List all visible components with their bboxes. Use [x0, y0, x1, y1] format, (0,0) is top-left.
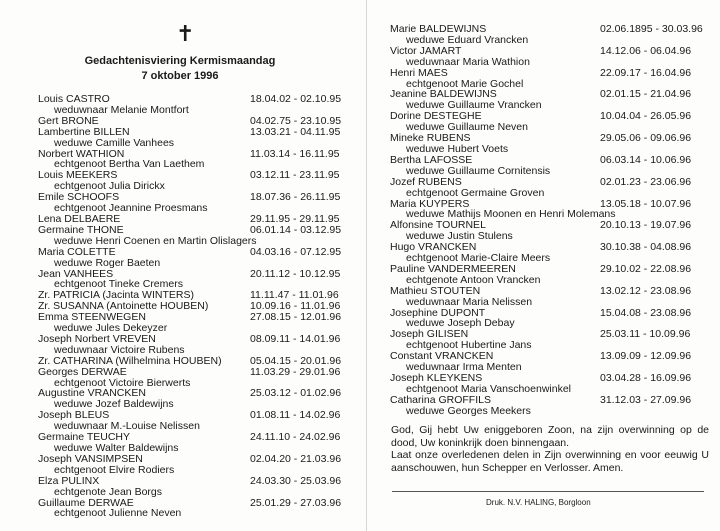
deceased-name: Constant VRANCKEN — [390, 350, 494, 363]
relation-line — [38, 508, 338, 519]
deceased-name: Zr. SUSANNA (Antoinette HOUBEN) — [38, 300, 209, 313]
relation-text: echtgenoot Hubertine Jans — [406, 339, 532, 352]
deceased-name: Joseph KLEYKENS — [390, 372, 483, 384]
deceased-name: Bertha LAFOSSE — [390, 153, 473, 166]
prayer-paragraph: God, Gij hebt Uw eniggeboren Zoon, na zijn overwinning op de dood, Uw koninkrijk doen binnengaan. — [391, 424, 709, 449]
prayer-paragraph: Laat onze overledenen delen in Zijn overwinning en voor eeuwig U aanschouwen, hun Schepper en Verlosser. Amen. — [391, 449, 709, 474]
deceased-name: Zr. CATHARINA (Wilhelmina HOUBEN) — [38, 354, 222, 367]
relation-text: weduwe Roger Baeten — [54, 256, 161, 269]
deceased-name: Mineke RUBENS — [390, 132, 471, 145]
life-dates: 01.08.11 - 14.02.96 — [250, 409, 341, 422]
life-dates: 27.08.15 - 12.01.96 — [250, 311, 342, 324]
deceased-name: Josephine DUPONT — [390, 306, 486, 319]
deceased-name: Lambertine BILLEN — [38, 125, 130, 138]
relation-line — [390, 57, 702, 68]
prayer-text — [391, 424, 709, 474]
life-dates: 25.03.12 - 01.02.96 — [250, 387, 342, 400]
relation-line — [38, 487, 338, 498]
life-dates: 04.03.16 - 07.12.95 — [250, 245, 342, 258]
deceased-list-right — [390, 24, 702, 417]
life-dates: 11.03.29 - 29.01.96 — [250, 365, 341, 378]
relation-text: weduwe Walter Baldewijns — [54, 442, 179, 454]
divider-line — [392, 491, 704, 492]
life-dates: 13.02.12 - 23.08.96 — [600, 284, 692, 297]
life-dates: 05.04.15 - 20.01.96 — [250, 354, 342, 367]
life-dates: 02.06.1895 - 30.03.96 — [600, 23, 703, 35]
life-dates: 13.09.09 - 12.09.96 — [600, 350, 692, 363]
relation-text: weduwe Justin Stulens — [406, 230, 513, 243]
card-date: 7 oktober 1996 — [141, 70, 219, 82]
relation-line — [390, 188, 702, 199]
cross-icon: ✝ — [176, 22, 195, 47]
life-dates: 06.03.14 - 10.06.96 — [600, 153, 692, 166]
deceased-name: Joseph BLEUS — [38, 409, 110, 422]
deceased-name: Dorine DESTEGHE — [390, 110, 482, 123]
deceased-name: Guillaume DERWAE — [38, 496, 134, 509]
deceased-name: Germaine THONE — [38, 223, 124, 236]
relation-text: echtgenoot Germaine Groven — [406, 186, 545, 199]
relation-text: echtgenoot Marie-Claire Meers — [406, 252, 551, 265]
life-dates: 20.10.13 - 19.07.96 — [600, 219, 692, 232]
life-dates: 25.01.29 - 27.03.96 — [250, 496, 342, 509]
life-dates: 18.04.02 - 02.10.95 — [250, 93, 342, 105]
relation-text: weduwe Jules Dekeyzer — [54, 322, 168, 335]
relation-text: echtgenoot Marie Gochel — [406, 77, 524, 90]
life-dates: 03.04.28 - 16.09.96 — [600, 372, 692, 384]
life-dates: 03.12.11 - 23.11.95 — [250, 169, 340, 182]
deceased-entry — [390, 68, 702, 79]
deceased-name: Jeanine BALDEWIJNS — [390, 88, 497, 101]
life-dates: 31.12.03 - 27.09.96 — [600, 393, 692, 406]
deceased-name: Marie BALDEWIJNS — [390, 23, 487, 35]
relation-text: echtgenoot Maria Vanschoenwinkel — [406, 382, 571, 395]
deceased-name: Alfonsine TOURNEL — [390, 219, 486, 232]
deceased-name: Victor JAMART — [390, 44, 462, 57]
deceased-name: Joseph VANSIMPSEN — [38, 452, 143, 465]
relation-text: echtgenote Jean Borgs — [54, 485, 162, 498]
page-fold-divider — [366, 0, 367, 531]
deceased-name: Pauline VANDERMEEREN — [390, 262, 516, 275]
deceased-name: Louis MEEKERS — [38, 169, 118, 182]
deceased-name: Germaine TEUCHY — [38, 431, 130, 444]
relation-text: weduwe Guillaume Cornitensis — [406, 164, 551, 177]
life-dates: 29.10.02 - 22.08.96 — [600, 262, 692, 275]
life-dates: 13.03.21 - 04.11.95 — [250, 125, 341, 138]
life-dates: 10.04.04 - 26.05.96 — [600, 110, 692, 123]
deceased-name: Henri MAES — [390, 66, 448, 79]
life-dates: 14.12.06 - 06.04.96 — [600, 44, 692, 57]
relation-text: echtgenoot Bertha Van Laethem — [54, 158, 205, 171]
life-dates: 08.09.11 - 14.01.96 — [250, 332, 341, 345]
relation-text: weduwe Camille Vanhees — [54, 136, 175, 149]
life-dates: 29.11.95 - 29.11.95 — [250, 212, 340, 225]
deceased-name: Joseph GILISEN — [390, 328, 469, 341]
life-dates: 25.03.11 - 10.09.96 — [600, 328, 691, 341]
deceased-name: Emma STEENWEGEN — [38, 311, 146, 324]
deceased-name: Louis CASTRO — [38, 93, 110, 105]
relation-text: weduwnaar Melanie Montfort — [54, 103, 189, 116]
relation-text: weduwnaar Irma Menten — [406, 361, 522, 374]
relation-line — [38, 258, 338, 269]
life-dates: 20.11.12 - 10.12.95 — [250, 267, 341, 280]
deceased-name: Zr. PATRICIA (Jacinta WINTERS) — [38, 289, 194, 302]
relation-text: weduwe Henri Coenen en Martin Olislagers — [54, 234, 257, 247]
life-dates: 06.01.14 - 03.12.95 — [250, 223, 342, 236]
deceased-name: Maria KUYPERS — [390, 197, 470, 210]
deceased-name: Hugo VRANCKEN — [390, 241, 477, 254]
relation-line — [390, 406, 702, 417]
relation-text: weduwnaar M.-Louise Nelissen — [54, 420, 200, 433]
deceased-name: Jozef RUBENS — [390, 175, 462, 188]
life-dates: 11.03.14 - 16.11.95 — [250, 147, 340, 160]
deceased-name: Emile SCHOOFS — [38, 191, 120, 204]
deceased-name: Gert BRONE — [38, 114, 99, 127]
life-dates: 02.04.20 - 21.03.96 — [250, 452, 342, 465]
relation-text: echtgenoot Julia Dirickx — [54, 180, 165, 193]
deceased-name: Mathieu STOUTEN — [390, 284, 481, 297]
relation-text: weduwe Mathijs Moonen en Henri Molemans — [406, 208, 616, 221]
deceased-entry — [38, 365, 341, 378]
life-dates: 22.09.17 - 16.04.96 — [600, 66, 692, 79]
relation-text: echtgenoot Victoire Bierwerts — [54, 376, 191, 389]
relation-text: echtgenoot Jeannine Proesmans — [54, 202, 208, 215]
deceased-entry — [38, 474, 342, 487]
life-dates: 11.11.47 - 11.01.96 — [250, 289, 339, 302]
relation-line — [390, 297, 702, 308]
deceased-name: Elza PULINX — [38, 474, 100, 487]
deceased-name: Georges DERWAE — [38, 365, 127, 378]
relation-text: weduwe Georges Meekers — [406, 404, 531, 417]
life-dates: 13.05.18 - 10.07.96 — [600, 197, 692, 210]
life-dates: 24.03.30 - 25.03.96 — [250, 474, 342, 487]
printer-credit: Druk. N.V. HALING, Borgloon — [486, 498, 591, 507]
relation-text: weduwnaar Maria Wathion — [406, 55, 530, 68]
relation-line — [38, 138, 338, 149]
life-dates: 29.05.06 - 09.06.96 — [600, 132, 692, 145]
relation-text: weduwnaar Victoire Rubens — [54, 343, 185, 356]
life-dates: 15.04.08 - 23.08.96 — [600, 306, 692, 319]
deceased-name: Augustine VRANCKEN — [38, 387, 146, 400]
relation-text: weduwe Guillaume Neven — [406, 121, 528, 134]
deceased-name: Maria COLETTE — [38, 245, 116, 258]
deceased-entry — [38, 245, 342, 258]
relation-text: weduwe Joseph Debay — [406, 317, 515, 330]
deceased-name: Lena DELBAERE — [38, 212, 121, 225]
life-dates: 24.11.10 - 24.02.96 — [250, 431, 341, 444]
card-title: Gedachtenisviering Kermismaandag — [84, 55, 276, 67]
relation-text: weduwe Eduard Vrancken — [406, 33, 529, 46]
relation-text: weduwnaar Maria Nelissen — [406, 295, 533, 308]
deceased-name: Catharina GROFFILS — [390, 393, 491, 406]
life-dates: 30.10.38 - 04.08.96 — [600, 241, 692, 254]
life-dates: 04.02.75 - 23.10.95 — [250, 114, 342, 127]
deceased-name: Norbert WATHION — [38, 147, 125, 160]
relation-text: echtgenoot Julienne Neven — [54, 507, 182, 520]
life-dates: 02.01.23 - 23.06.96 — [600, 175, 692, 188]
deceased-entry — [390, 177, 702, 188]
relation-text: weduwe Guillaume Vrancken — [406, 99, 542, 112]
relation-text: echtgenoot Elvire Rodiers — [54, 463, 175, 476]
life-dates: 18.07.36 - 26.11.95 — [250, 191, 341, 204]
deceased-name: Joseph Norbert VREVEN — [38, 332, 156, 345]
relation-text: weduwe Hubert Voets — [406, 142, 509, 155]
relation-text: echtgenote Antoon Vrancken — [406, 273, 541, 286]
deceased-entry — [38, 125, 341, 138]
deceased-list-left — [38, 93, 342, 520]
relation-text: weduwe Jozef Baldewijns — [54, 398, 174, 411]
deceased-name: Jean VANHEES — [38, 267, 114, 280]
life-dates: 02.01.15 - 21.04.96 — [600, 88, 692, 101]
life-dates: 10.09.16 - 11.01.96 — [250, 300, 341, 313]
relation-text: echtgenoot Tineke Cremers — [54, 278, 183, 291]
